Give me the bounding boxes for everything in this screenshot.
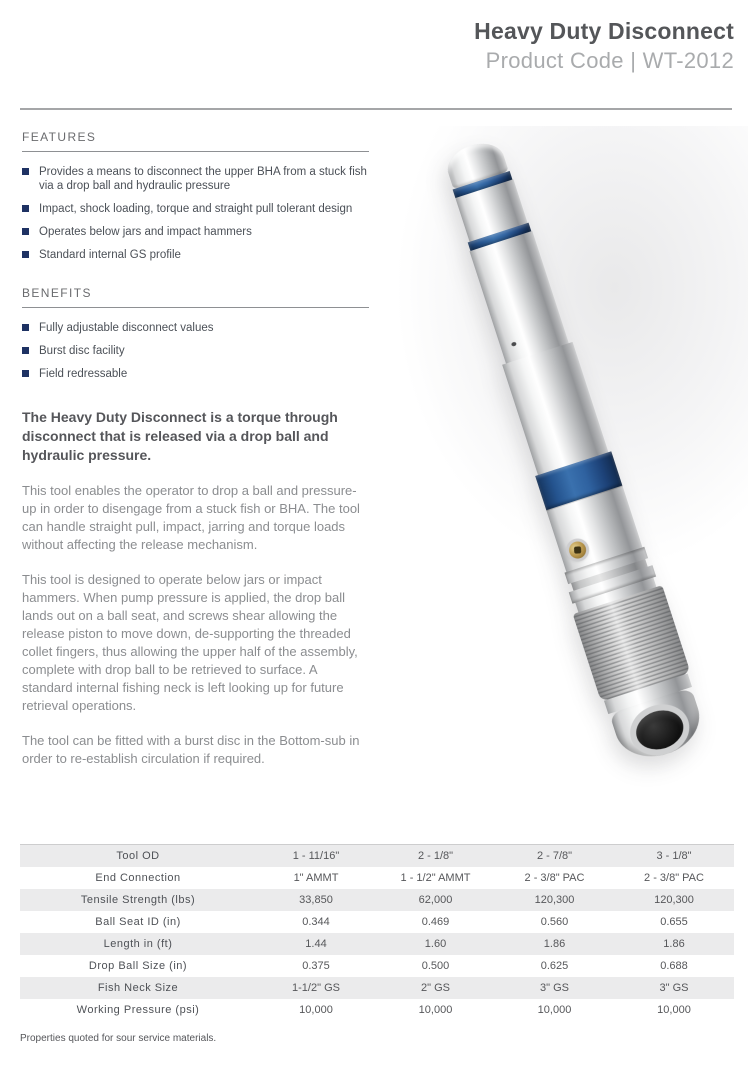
header-divider bbox=[20, 108, 732, 110]
list-item bbox=[22, 225, 369, 239]
row-label: Drop Ball Size (in) bbox=[88, 959, 188, 972]
page-title: Heavy Duty Disconnect bbox=[474, 18, 734, 44]
benefit-text: Field redressable bbox=[39, 368, 128, 380]
intro-statement: The Heavy Duty Disconnect is a torque through disconnect that is released via a drop ball and hydraulic pressure. bbox=[22, 409, 338, 463]
brass-set-screw bbox=[567, 539, 588, 560]
feature-text: Provides a means to disconnect the upper BHA from a stuck fish via a drop ball and hydraulic pressure bbox=[39, 166, 367, 192]
cell-value: 3" GS bbox=[540, 981, 569, 994]
cell-value: 3 - 1/8" bbox=[656, 849, 692, 862]
body-paragraph: This tool is designed to operate below jars or impact hammers. When pump pressure is applied, the drop ball lands out on a ball seat, and screws shear allowing the release piston to move down, de-supporting the threaded collet fingers, thus allowing the upper half of the assembly, complete with drop ball to be retrieved to surface. A standard internal fishing neck is left looking up for future retrieval operations. bbox=[22, 572, 358, 713]
cell-value: 2" GS bbox=[421, 981, 450, 994]
list-item bbox=[22, 165, 369, 193]
feature-text: Operates below jars and impact hammers bbox=[39, 226, 252, 238]
row-label: Working Pressure (psi) bbox=[76, 1003, 200, 1016]
table-row bbox=[20, 977, 734, 999]
list-item bbox=[22, 344, 369, 358]
cell-value: 1 - 1/2" AMMT bbox=[400, 871, 471, 884]
features-section bbox=[22, 130, 369, 262]
cell-value: 1" AMMT bbox=[293, 871, 339, 884]
features-heading: FEATURES bbox=[22, 130, 369, 152]
cell-value: 0.375 bbox=[302, 959, 330, 972]
cell-value: 10,000 bbox=[299, 1003, 333, 1016]
feature-text: Impact, shock loading, torque and straight pull tolerant design bbox=[39, 203, 353, 215]
body-paragraph: The tool can be fitted with a burst disc in the Bottom-sub in order to re-establish circulation if required. bbox=[22, 733, 360, 766]
list-item bbox=[22, 202, 369, 216]
row-label: Tensile Strength (lbs) bbox=[80, 893, 196, 906]
benefits-heading: BENEFITS bbox=[22, 286, 369, 308]
bullet-square-icon bbox=[22, 205, 29, 212]
list-item bbox=[22, 321, 369, 335]
product-code: Product Code | WT-2012 bbox=[485, 48, 734, 73]
bullet-square-icon bbox=[22, 324, 29, 331]
footnote: Properties quoted for sour service materials. bbox=[20, 1033, 217, 1044]
cell-value: 0.560 bbox=[540, 915, 569, 928]
row-label: Fish Neck Size bbox=[97, 981, 179, 994]
cell-value: 10,000 bbox=[418, 1003, 453, 1016]
cell-value: 0.469 bbox=[421, 915, 450, 928]
features-list bbox=[22, 165, 369, 262]
cell-value: 1.86 bbox=[663, 937, 685, 950]
bullet-square-icon bbox=[22, 228, 29, 235]
cell-value: 62,000 bbox=[418, 893, 453, 906]
table-row bbox=[20, 911, 734, 933]
tool-body-segment bbox=[502, 342, 608, 475]
left-column bbox=[22, 130, 369, 768]
table-row bbox=[20, 999, 734, 1021]
body-paragraph: This tool enables the operator to drop a ball and pressure-up in order to disengage from a stuck fish or BHA. The tool can handle straight pull, impact, jarring and torque loads without affecting the release mechanism. bbox=[22, 483, 360, 552]
cell-value: 2 - 3/8" PAC bbox=[524, 871, 585, 884]
bottom-bore-hole bbox=[631, 705, 688, 756]
cell-value: 10,000 bbox=[537, 1003, 572, 1016]
cell-value: 2 - 1/8" bbox=[417, 849, 454, 862]
cell-value: 1 - 11/16" bbox=[292, 849, 340, 862]
cell-value: 2 - 7/8" bbox=[536, 849, 573, 862]
spec-table bbox=[20, 844, 734, 1021]
bullet-square-icon bbox=[22, 347, 29, 354]
row-label: Tool OD bbox=[116, 849, 160, 862]
cell-value: 0.688 bbox=[660, 959, 688, 972]
cell-value: 0.344 bbox=[302, 915, 330, 928]
benefits-section bbox=[22, 286, 369, 381]
bullet-square-icon bbox=[22, 370, 29, 377]
cell-value: 1.44 bbox=[305, 937, 327, 950]
row-label: Length in (ft) bbox=[103, 937, 173, 950]
cell-value: 120,300 bbox=[654, 893, 694, 906]
cell-value: 1.60 bbox=[424, 937, 447, 950]
cell-value: 120,300 bbox=[534, 893, 575, 906]
benefits-list bbox=[22, 321, 369, 381]
table-row bbox=[20, 867, 734, 889]
table-row bbox=[20, 933, 734, 955]
cell-value: 33,850 bbox=[299, 893, 333, 906]
cell-value: 10,000 bbox=[657, 1003, 691, 1016]
table-row bbox=[20, 845, 734, 867]
cell-value: 0.625 bbox=[540, 959, 569, 972]
tool-body-segment bbox=[470, 231, 569, 364]
bullet-square-icon bbox=[22, 168, 29, 175]
row-label: Ball Seat ID (in) bbox=[95, 915, 181, 928]
row-label: End Connection bbox=[95, 871, 181, 884]
cell-value: 0.655 bbox=[660, 915, 688, 928]
cell-value: 1.86 bbox=[543, 937, 566, 950]
table-row bbox=[20, 889, 734, 911]
cell-value: 3" GS bbox=[659, 981, 689, 994]
list-item bbox=[22, 367, 369, 381]
header bbox=[474, 18, 734, 74]
cell-value: 1-1/2" GS bbox=[292, 981, 340, 994]
list-item bbox=[22, 248, 369, 262]
benefit-text: Fully adjustable disconnect values bbox=[39, 322, 214, 334]
bullet-square-icon bbox=[22, 251, 29, 258]
cell-value: 0.500 bbox=[421, 959, 450, 972]
table-row bbox=[20, 955, 734, 977]
benefit-text: Burst disc facility bbox=[39, 345, 125, 357]
cell-value: 2 - 3/8" PAC bbox=[644, 871, 704, 884]
feature-text: Standard internal GS profile bbox=[39, 249, 181, 261]
